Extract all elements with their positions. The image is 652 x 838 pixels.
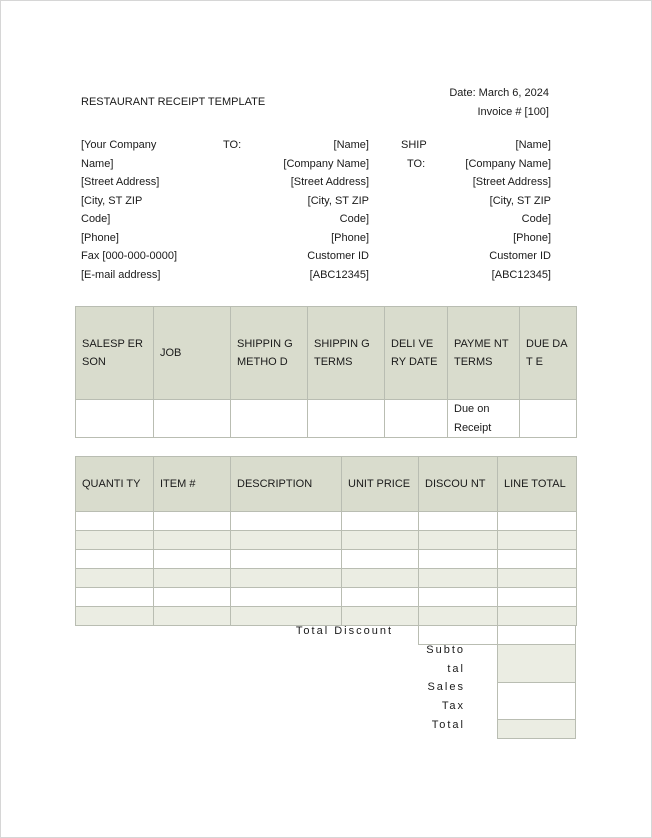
date-text: Date: March 6, 2024 (449, 87, 549, 99)
to-line: Code] (339, 213, 369, 225)
item-cell[interactable] (76, 531, 154, 550)
company-line: [Your Company (81, 139, 157, 151)
header-quantity: QUANTI TY (76, 457, 154, 512)
item-cell[interactable] (498, 531, 577, 550)
item-cell[interactable] (419, 607, 498, 626)
header-payment-terms: PAYME NT TERMS (448, 307, 520, 400)
to-line: [Company Name] (283, 157, 369, 170)
item-cell[interactable] (154, 607, 231, 626)
ship-label-line: TO: (407, 157, 426, 170)
item-cell[interactable] (231, 512, 342, 531)
cell-job[interactable] (154, 400, 231, 438)
header-job: JOB (154, 307, 231, 400)
item-cell[interactable] (498, 569, 577, 588)
company-line: [E-mail address] (81, 268, 161, 281)
item-cell[interactable] (154, 531, 231, 550)
company-line: Name] (81, 157, 114, 170)
company-line: [Street Address] (81, 176, 160, 188)
cell-due-date[interactable] (520, 400, 577, 438)
header-description: DESCRIPTION (231, 457, 342, 512)
date-block (449, 84, 549, 121)
header-due-date: DUE DAT E (520, 307, 577, 400)
ship-line: Customer ID (489, 250, 551, 262)
item-cell[interactable] (419, 531, 498, 550)
total-value[interactable] (497, 719, 576, 739)
item-cell[interactable] (231, 569, 342, 588)
cell-shipping-terms[interactable] (308, 400, 385, 438)
ship-line: [Street Address] (472, 176, 551, 188)
header-line-total: LINE TOTAL (498, 457, 577, 512)
ship-line: [City, ST ZIP (489, 194, 551, 207)
company-address (81, 136, 191, 284)
item-cell[interactable] (76, 569, 154, 588)
cell-shipping-method[interactable] (231, 400, 308, 438)
item-cell[interactable] (419, 550, 498, 569)
item-cell[interactable] (76, 607, 154, 626)
to-line: [Name] (333, 139, 369, 151)
item-cell[interactable] (154, 550, 231, 569)
item-cell[interactable] (76, 512, 154, 531)
item-cell[interactable] (342, 588, 419, 607)
item-cell[interactable] (76, 550, 154, 569)
ship-line: [Phone] (513, 231, 551, 244)
item-cell[interactable] (342, 512, 419, 531)
ship-line: [Name] (515, 139, 551, 151)
ship-line: [Company Name] (465, 157, 551, 170)
order-info-table (75, 306, 577, 438)
cell-salesperson[interactable] (76, 400, 154, 438)
total-discount-value[interactable] (497, 625, 576, 645)
cell-payment-terms[interactable]: Due on Receipt (448, 400, 520, 438)
item-cell[interactable] (498, 588, 577, 607)
company-line: [Phone] (81, 231, 119, 244)
item-cell[interactable] (498, 607, 577, 626)
ship-line: Code] (521, 213, 551, 225)
item-cell[interactable] (76, 588, 154, 607)
sales-tax-value[interactable] (497, 682, 576, 720)
ship-to-address (441, 136, 551, 284)
subtotal-text: Subto tal (426, 644, 465, 675)
cell-delivery-date[interactable] (385, 400, 448, 438)
header-item-number: ITEM # (154, 457, 231, 512)
header-shipping-terms: SHIPPIN G TERMS (308, 307, 385, 400)
sales-tax-label (421, 678, 465, 715)
to-line: [ABC12345] (309, 268, 369, 281)
document-title: RESTAURANT RECEIPT TEMPLATE (81, 96, 266, 108)
to-address (261, 136, 369, 284)
company-line: Fax [000-000-0000] (81, 250, 178, 262)
item-cell[interactable] (498, 512, 577, 531)
subtotal-label (421, 641, 465, 678)
item-cell[interactable] (231, 550, 342, 569)
header-unit-price: UNIT PRICE (342, 457, 419, 512)
item-cell[interactable] (231, 531, 342, 550)
item-cell[interactable] (342, 531, 419, 550)
ship-label-line: SHIP (401, 139, 427, 151)
item-cell[interactable] (154, 588, 231, 607)
to-line: [City, ST ZIP (307, 194, 369, 207)
company-line: Code] (81, 213, 111, 225)
item-cell[interactable] (231, 588, 342, 607)
to-label: TO: (223, 139, 242, 151)
header-delivery-date: DELI VERY DATE (385, 307, 448, 400)
subtotal-value[interactable] (497, 644, 576, 683)
total-label: Total (431, 719, 465, 731)
header-discount: DISCOU NT (419, 457, 498, 512)
item-cell[interactable] (154, 569, 231, 588)
invoice-number: Invoice # [100] (477, 105, 549, 118)
company-line: [City, ST ZIP (81, 194, 143, 207)
item-cell[interactable] (419, 588, 498, 607)
item-cell[interactable] (342, 550, 419, 569)
ship-line: [ABC12345] (491, 268, 551, 281)
line-items-table (75, 456, 577, 626)
item-cell[interactable] (342, 569, 419, 588)
header-shipping-method: SHIPPIN G METHO D (231, 307, 308, 400)
total-discount-label: Total Discount (295, 625, 393, 637)
header-salesperson: SALESP ERSON (76, 307, 154, 400)
item-cell[interactable] (498, 550, 577, 569)
item-cell[interactable] (419, 569, 498, 588)
to-line: [Street Address] (290, 176, 369, 188)
item-cell[interactable] (419, 512, 498, 531)
sales-tax-text: Sales Tax (427, 681, 465, 712)
ship-to-label (401, 136, 427, 173)
to-line: [Phone] (331, 231, 369, 244)
to-line: Customer ID (307, 250, 369, 262)
item-cell[interactable] (154, 512, 231, 531)
